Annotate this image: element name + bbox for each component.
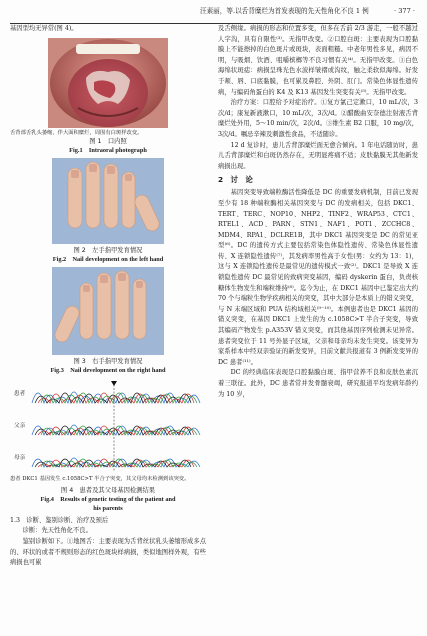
label-mother: 母亲 (14, 455, 26, 462)
label-father: 父亲 (14, 423, 26, 430)
figure-4-caption-en-line1: Fig.4 Results of genetic testing of the patient and (40, 495, 176, 503)
right-para-treatment: 治疗方案：口腔给予对症治疗。①复方氯己定漱口，10 mL/次，3次/d；康复新液漱口，10 mL/次，3次/d。②醋酸曲安奈德注射液舌背糜烂处外用，5～10 min/次，2次/d。③维生素 B2 口服，10 mg/次，3次/d。嘱忌辛辣及刺激性食品，不适随诊。 (218, 99, 418, 138)
sequencing-chromatograms (10, 379, 206, 475)
right-para-discussion: 基因突变导致端粒酶活性降低是 DC 的重要发病机制，目前已发现至少有 18 种端粒酶相关基因突变与 DC 的发病相关，包括 DKC1、TERT、TERC、NOP10、NHP2、TINF2、WRAP53、CTC1、RTEL1、ACD、PARN、STN1、NAF1、POT1、ZCCHC8、MDM4、RPA1、DCLRE1B，其中 DKC1 基因突变是 DC 的常见亚型⁽⁶⁾。DC 的遗传方式主要包括常染色体隐性遗传、常染色体显性遗传、X 连锁隐性遗传⁽⁷⁾，其发病率男性高于女性(男：女约为 13：1)，这与 X 连锁隐性遗传是最常见的遗传模式一致⁽²⁾。DKC1 是导致 X 连锁隐性遗传 DC 最常见的致病突变基因，编码 dyskerin 蛋白，负责核糖体生物发生和端粒维持⁽⁸⁾。迄今为止，在 DKC1 基因中已鉴定出大约 70 个与端粒生物学疾病相关的突变，其中大部分是本质上的错义突变，与 N 末端区域和 PUA 结构域相关⁽⁹⁻¹⁰⁾。本例患者也是 DKC1 基因的错义突变，在基因 DKC1 上发生的为 c.1058C>T 半合子突变，导致其编码产物发生 p.A353V 错义突变，而其他基因序列检测未见异常。患者突变位于 11 号外显子区域，父亲和母亲均未发生突变。该变异为家系样本中经双亲验证的新发变异，目前文献共报道有 3 例新发变异的 DC 患者⁽¹¹⁾。 (218, 189, 418, 366)
right-para-differential-cont: 及舌侧缘。病损的形态和位置多变，但多在舌前 2/3 游走，一般不越过人字沟，具有自限性⁽³⁾。无指甲改变。②口腔白斑：主要表现为口腔黏膜上不能擦掉的白色斑片或斑块，表面粗糙。中老年男性多见，病因不明，与吸烟、饮酒、咀嚼槟榔等不良习惯有关⁽⁴⁾。无指甲改变。③白色海绵状斑痣：病损呈珠光色水波样皱褶或沟纹，触之柔软似海绵。好发于颊、唇、口底黏膜，也可累及鼻腔、外阴、肛门。常染色体显性遗传病，与编码角蛋白的 K4 及 K13 基因发生突变有关⁽⁵⁾。无指甲改变。 (218, 25, 418, 96)
chromatogram-traces (10, 379, 206, 475)
left-hand-image (52, 158, 164, 244)
figure-2-caption-en: Fig.2 Nail development on the left hand (52, 256, 164, 264)
right-column (218, 24, 418, 398)
figure-1 (10, 38, 206, 156)
left-top-text: 基因型均无异常(图 4)。 (10, 25, 78, 32)
page-number: · 377 · (394, 7, 415, 15)
section-1-3-diagnosis: 诊断：先天性角化不良。 (22, 527, 92, 535)
section-1-3-differential: 鉴别诊断如下。①地图舌：主要表现为舌背丝状乳头萎缩形成多点的、环状的或者不规则形态的红色斑块样病损，类似地图样外观，有些病损也可累 (10, 537, 206, 567)
left-column (10, 24, 206, 569)
running-head-title: 汪素丽，等.以舌背糜烂为首发表现的先天性角化不良 1 例 (200, 7, 369, 15)
section-1-3-title: 1.3 诊断、鉴别诊断、治疗及预后 (10, 516, 109, 524)
left-hand-photo (52, 158, 164, 244)
figure-2 (10, 158, 206, 264)
figure-1-note: 舌背部舌乳头萎缩，伴大面积糜烂，周围有白斑样改变。 (10, 129, 143, 136)
right-hand-image (52, 267, 164, 355)
figure-4-caption-en-line2: his parents (93, 504, 123, 512)
section-2-heading: 2 讨 论 (218, 175, 253, 185)
right-para-clinical: DC 的经典临床表现是口腔黏膜白斑、指甲营养不良和皮肤色素沉着三联征。此外，DC 患者常并发骨髓衰竭，研究报道平均发病年龄约为 10 岁， (218, 369, 418, 398)
figure-1-caption-cn: 图 1 口内照 (89, 138, 127, 146)
intraoral-photo-image (48, 38, 168, 128)
figure-3-caption-cn: 图 3 右手指甲发育情况 (73, 358, 143, 366)
right-hand-photo (52, 267, 164, 355)
right-para-followup: 12 d 复诊时，患儿舌背部糜烂面无愈合倾向。1 年电话随访时，患儿舌背部糜烂和白斑仍然存在，无明显疼痛不适；皮肤黏膜无其他新发病损出现。 (218, 141, 418, 170)
running-header (0, 6, 427, 18)
figure-3-caption-en: Fig.3 Nail development on the right hand (50, 367, 166, 375)
figure-1-caption-en: Fig.1 Intraoral photograph (69, 147, 147, 155)
figure-3 (10, 267, 206, 375)
intraoral-photo (48, 38, 168, 128)
figure-4-note: 患者 DKC1 基因发生 c.1058C>T 半合子突变，其父母均未检测到该突变。 (10, 476, 190, 483)
figure-4-caption-cn: 图 4 患者及其父母基因检测结果 (60, 486, 156, 494)
figure-4 (10, 379, 206, 513)
label-patient: 患者 (14, 391, 26, 398)
figure-2-caption-cn: 图 2 左手指甲发育情况 (73, 247, 143, 255)
